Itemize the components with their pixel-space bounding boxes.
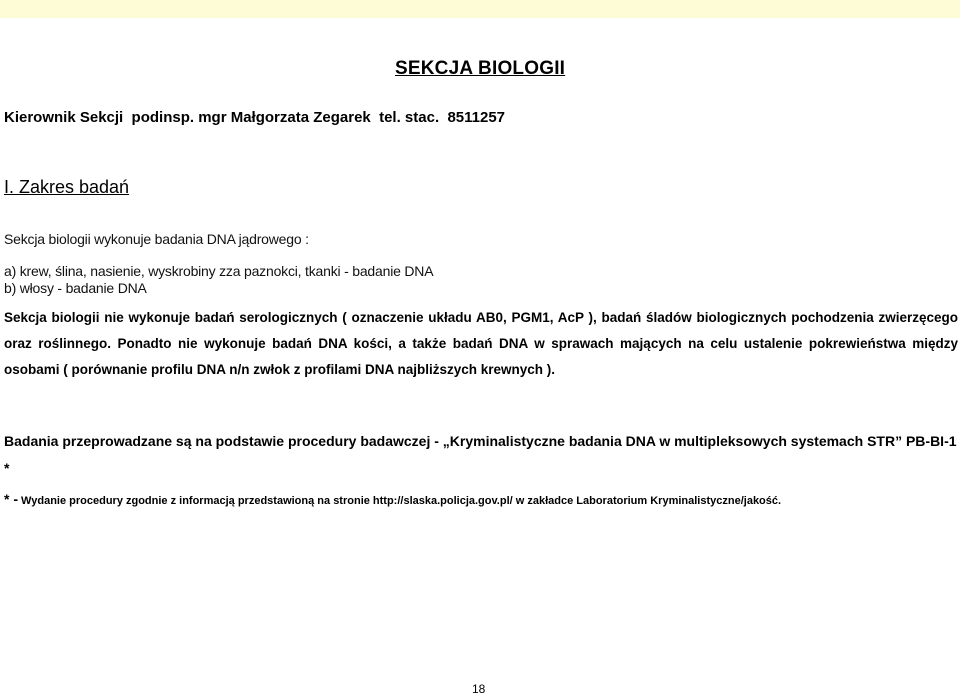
section-head-line: Kierownik Sekcji podinsp. mgr Małgorzata Zegarek tel. stac. 8511257 (4, 109, 506, 126)
footnote-marker: * - (4, 491, 18, 507)
sample-type-list (4, 263, 433, 297)
section-title: SEKCJA BIOLOGII (395, 58, 566, 79)
list-item: b) włosy - badanie DNA (4, 280, 147, 296)
exclusions-paragraph (4, 305, 958, 383)
footnote-text: Wydanie procedury zgodnie z informacją przedstawioną na stronie http://slaska.policja.gov.pl/ w zakładce Laboratorium Kryminalistyczne/jakość. (18, 495, 782, 507)
list-item: a) krew, ślina, nasienie, wyskrobiny zza paznokci, tkanki - badanie DNA (4, 263, 434, 279)
exclusions-text-part1: Sekcja biologii nie wykonuje badań serologicznych ( oznaczenie układu AB0, PGM1, AcP ), badań śladów biologicznych pochodzenia zwierzęcego oraz roślinnego. (4, 310, 958, 351)
intro-text: Sekcja biologii wykonuje badania DNA jądrowego : (4, 231, 309, 247)
scope-subtitle: I. Zakres badań (4, 177, 130, 197)
procedure-basis: Badania przeprowadzane są na podstawie procedury badawczej - „Kryminalistyczne badania DNA w multipleksowych systemach STR” PB-BI-1 * (4, 433, 957, 476)
footnote (4, 491, 781, 507)
top-highlight-bar (0, 0, 960, 18)
exclusions-text-part2: Ponadto nie wykonuje badań DNA kości, a także badań DNA w sprawach mających na celu ustalenie pokrewieństwa między osobami ( porównanie profilu DNA n/n zwłok z profilami DNA najbliższych krewnych ). (4, 336, 958, 377)
page-number: 18 (472, 682, 486, 696)
